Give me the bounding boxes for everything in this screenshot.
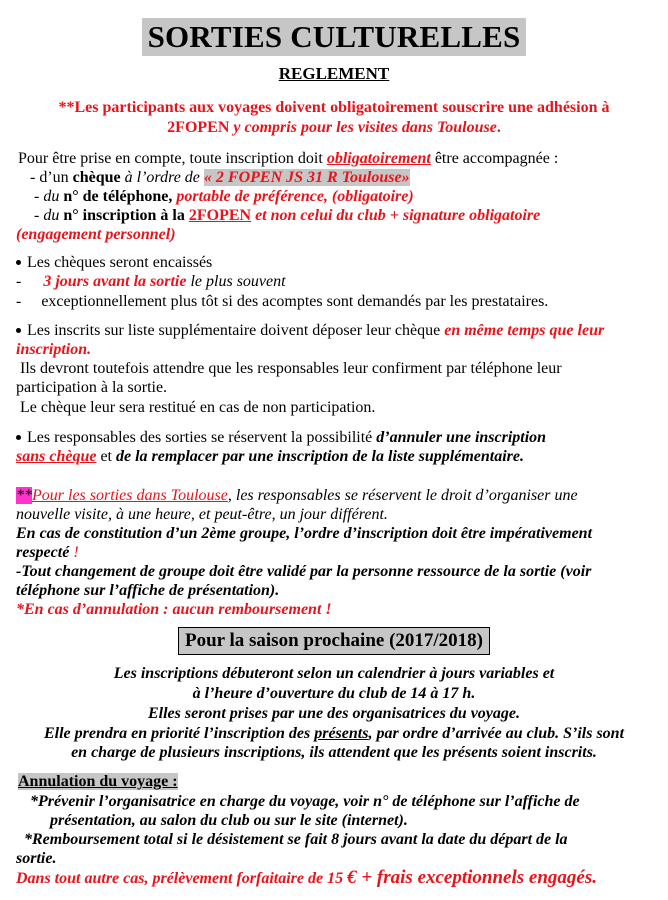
phone-dash: - du — [34, 188, 64, 205]
intro-line-2 — [0, 118, 668, 138]
annulation-line-5 — [16, 868, 597, 889]
annulation-line-1 — [30, 792, 580, 812]
toulouse-text-5: -Tout changement de groupe doit être validé par la personne ressource de la sortie (voir — [16, 563, 592, 580]
waitlist-text-5: Le chèque leur sera restitué en cas de non participation. — [20, 399, 376, 416]
cancel-right-emphasis: d’annuler une inscription — [376, 429, 547, 446]
toulouse-line-7 — [16, 600, 332, 620]
toulouse-line-4 — [16, 543, 79, 563]
cancel-right-replace: de la remplacer par une inscription de la liste supplémentaire. — [116, 448, 524, 465]
waitlist-line-5 — [20, 398, 375, 418]
bullet-icon — [16, 435, 21, 440]
bullet-icon — [16, 328, 21, 333]
cheques-often: le plus souvent — [186, 273, 286, 290]
phone-label: n° de téléphone, — [63, 188, 173, 205]
cancel-right-no-cheque: sans chèque — [16, 448, 97, 465]
waitlist-text-3: Ils devront toutefois attendre que les responsables leur confirment par téléphone leur — [20, 360, 562, 377]
annulation-line-3 — [24, 830, 568, 850]
cancel-right-line-1 — [16, 428, 546, 448]
subtitle-text: REGLEMENT — [278, 64, 390, 83]
registration-lead — [18, 149, 558, 169]
cheques-line-3 — [16, 292, 548, 312]
toulouse-line-3 — [16, 524, 592, 544]
toulouse-stars: ** — [16, 487, 32, 504]
toulouse-exclaim: ! — [69, 544, 79, 561]
cheques-days: 3 jours avant la sortie — [43, 273, 187, 290]
intro-period: . — [496, 119, 501, 136]
season-line-3 — [0, 704, 668, 724]
dash-2: - — [16, 293, 22, 310]
intro-line-1 — [0, 98, 668, 118]
intro-org: 2FOPEN — [167, 119, 230, 136]
registration-lead-text: Pour être prise en compte, toute inscription doit — [18, 150, 327, 167]
toulouse-no-refund: *En cas d’annulation : aucun remboursement ! — [16, 601, 332, 618]
season-heading — [0, 627, 668, 655]
cheque-dash: - d’un — [30, 169, 73, 186]
registration-number — [34, 206, 540, 226]
toulouse-text-2: nouvelle visite, à une heure, et peut-être, un jour différent. — [16, 506, 388, 523]
number-org: 2FOPEN — [188, 207, 252, 224]
dash-1: - — [16, 273, 22, 290]
season-text-5: en charge de plusieurs inscriptions, ils attendent que les présents soient inscrits. — [71, 744, 597, 761]
registration-lead-end: être accompagnée : — [430, 150, 559, 167]
waitlist-inscription: inscription. — [16, 341, 92, 358]
toulouse-respecte: respecté — [16, 544, 70, 561]
cheques-text-3: exceptionnellement plus tôt si des acomptes sont demandés par les prestataires. — [41, 293, 549, 310]
subtitle — [0, 64, 668, 84]
season-text-1: Les inscriptions débuteront selon un calendrier à jours variables et — [113, 665, 555, 682]
engagement-text: (engagement personnel) — [16, 226, 176, 243]
season-text-4c: , par ordre d’arrivée au club. S’ils sont — [368, 725, 625, 742]
toulouse-line-1 — [16, 486, 578, 506]
waitlist-line-1 — [16, 321, 604, 341]
cheques-line-2 — [16, 272, 286, 292]
season-text-2: à l’heure d’ouverture du club de 14 à 17 h. — [192, 685, 476, 702]
number-dash: - du — [34, 207, 64, 224]
toulouse-text-3: En cas de constitution d’un 2ème groupe, l’ordre d’inscription doit être impérativement — [16, 525, 593, 542]
intro-toulouse: y compris pour les visites dans Toulouse — [233, 119, 497, 136]
cancel-right-line-2 — [16, 447, 524, 467]
annulation-text-1: *Prévenir l’organisatrice en charge du voyage, voir n° de téléphone sur l’affiche de — [30, 793, 580, 810]
annulation-text-4: sortie. — [16, 850, 57, 867]
annulation-text-5a: Dans tout autre cas, prélèvement forfaitaire de 15 — [16, 870, 348, 887]
season-text-3: Elles seront prises par une des organisatrices du voyage. — [147, 705, 520, 722]
number-detail: et non celui du club + signature obligatoire — [251, 207, 541, 224]
season-presents: présents — [314, 725, 369, 742]
page-title — [0, 18, 668, 56]
registration-emphasis: obligatoirement — [326, 150, 431, 167]
season-line-5 — [0, 743, 668, 763]
registration-cheque — [30, 168, 410, 188]
toulouse-heading: Pour les sorties dans Toulouse — [32, 487, 228, 504]
intro-text-1: **Les participants aux voyages doivent obligatoirement souscrire une adhésion à — [58, 99, 610, 116]
cancel-right-and: et — [96, 448, 116, 465]
cheque-label: chèque — [72, 169, 121, 186]
cheques-line-1 — [16, 253, 212, 273]
cancel-right-text-1: Les responsables des sorties se réservent la possibilité — [27, 429, 377, 446]
toulouse-line-6 — [16, 581, 279, 601]
cheques-text-1: Les chèques seront encaissés — [27, 254, 213, 271]
waitlist-line-2 — [16, 340, 91, 360]
season-heading-text: Pour la saison prochaine (2017/2018) — [178, 627, 490, 655]
annulation-line-2 — [50, 811, 408, 831]
registration-phone — [34, 187, 414, 207]
bullet-icon — [16, 260, 21, 265]
season-text-4a: Elle prendra en priorité l’inscription des — [43, 725, 315, 742]
annulation-text-2: présentation, au salon du club ou sur le site (internet). — [50, 812, 408, 829]
waitlist-same-time: en même temps que leur — [444, 322, 605, 339]
toulouse-text-6: téléphone sur l’affiche de présentation). — [16, 582, 280, 599]
season-line-2 — [0, 684, 668, 704]
title-text: SORTIES CULTURELLES — [142, 18, 527, 56]
waitlist-text-4: participation à la sortie. — [16, 379, 168, 396]
waitlist-line-4 — [16, 378, 167, 398]
annulation-heading — [18, 772, 178, 792]
annulation-line-4 — [16, 849, 56, 869]
registration-engagement — [16, 225, 176, 245]
annulation-heading-text: Annulation du voyage : — [18, 773, 178, 790]
toulouse-line-2 — [16, 505, 388, 525]
annulation-text-3: *Remboursement total si le désistement se fait 8 jours avant la date du départ de la — [24, 831, 568, 848]
waitlist-text-1: Les inscrits sur liste supplémentaire doivent déposer leur chèque — [27, 322, 445, 339]
number-label: n° inscription à la — [63, 207, 189, 224]
cheque-order-value: « 2 FOPEN JS 31 R Toulouse» — [203, 169, 410, 186]
season-line-4 — [0, 724, 668, 744]
cheque-order-label: à l’ordre de — [120, 169, 204, 186]
annulation-fees: € + frais exceptionnels engagés. — [347, 867, 597, 888]
phone-detail: portable de préférence, (obligatoire) — [172, 188, 414, 205]
toulouse-line-5 — [16, 562, 591, 582]
season-line-1 — [0, 664, 668, 684]
toulouse-text-1: , les responsables se réservent le droit d’organiser une — [227, 487, 578, 504]
waitlist-line-3 — [20, 359, 562, 379]
